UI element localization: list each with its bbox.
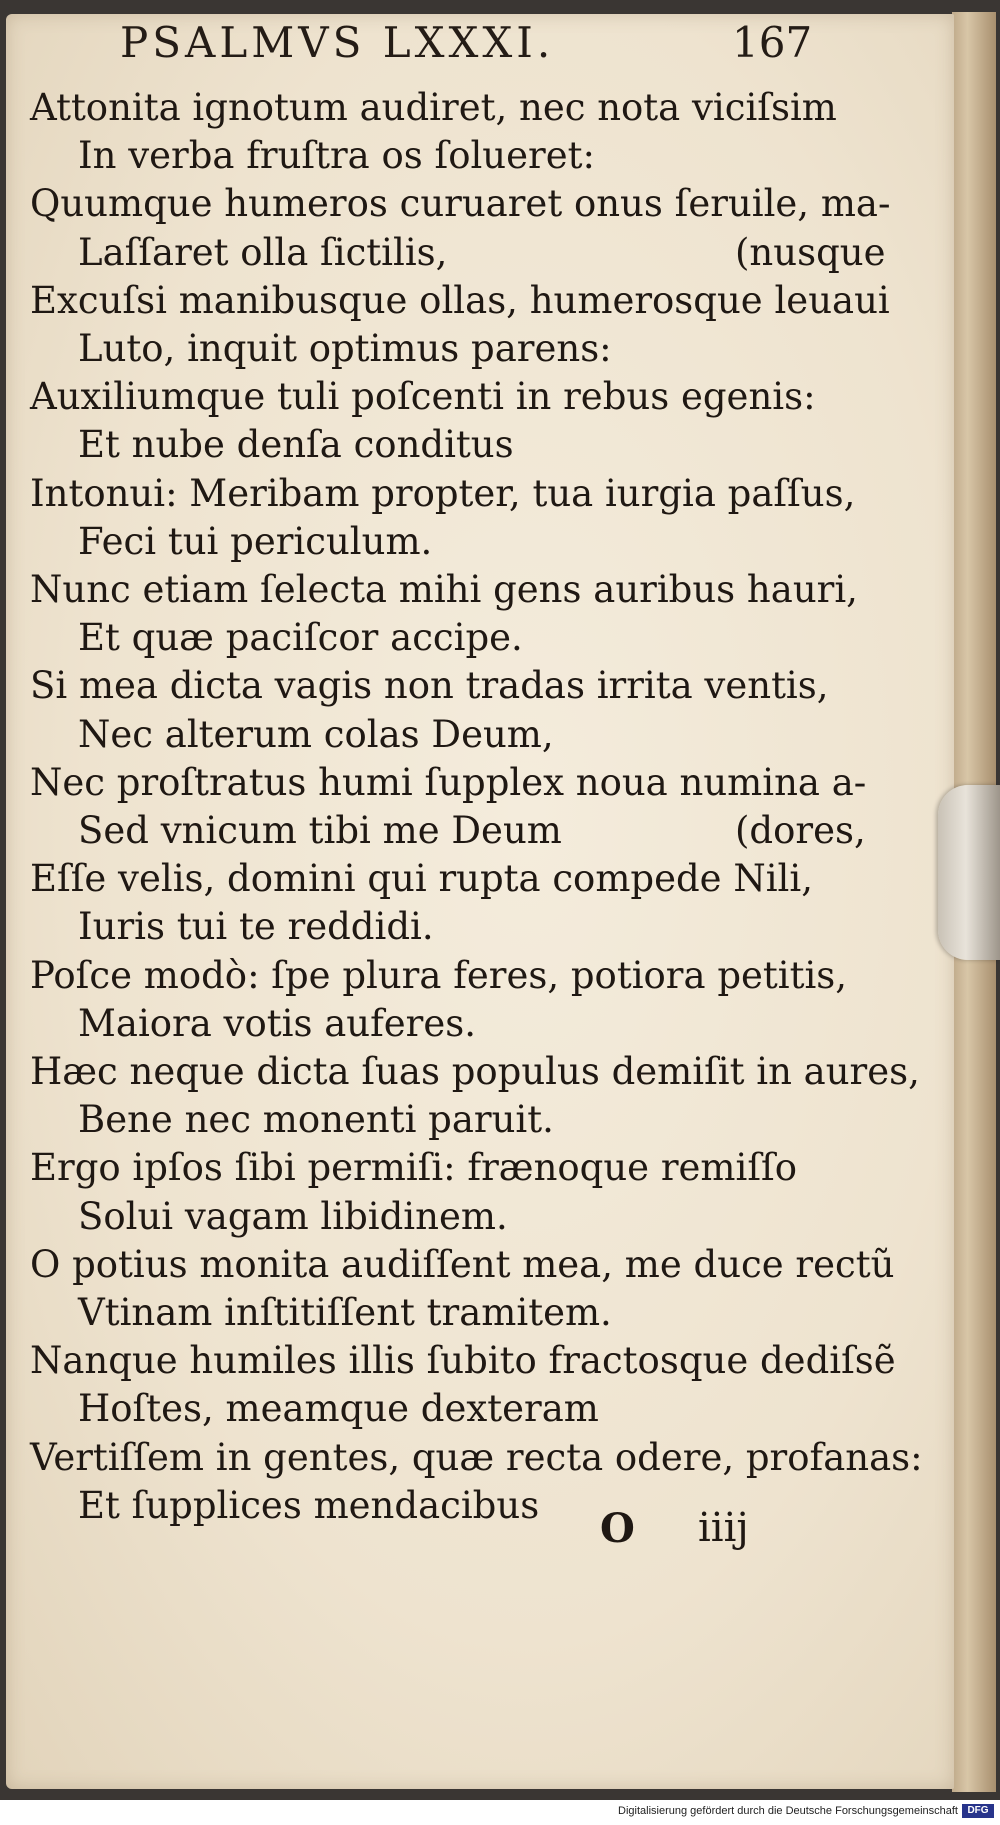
verse-line: Attonita ignotum audiret, nec nota viciſsim (30, 86, 837, 129)
verse-line: Bene nec monenti paruit. (78, 1098, 554, 1142)
verse-line: Et nube denſa conditus (78, 423, 514, 467)
verse-line: Et ſupplices mendacibus (78, 1483, 540, 1527)
verse-line: Feci tui periculum. (78, 519, 433, 563)
verse-line: Nunc etiam ſelecta mihi gens auribus hauri, (30, 568, 858, 611)
verse-line: Sed vnicum tibi me Deum (78, 809, 562, 852)
funding-credit: Digitalisierung gefördert durch die Deutsche Forschungsgemeinschaft (618, 1805, 958, 1817)
verse-line: O potius monita audiſſent mea, me duce rectũ (30, 1242, 895, 1286)
verse-line: Ergo ipſos ſibi permiſi: frænoque remiſſo (30, 1146, 798, 1190)
verse-line: Auxiliumque tuli poſcenti in rebus egenis: (30, 375, 816, 419)
verse-line: Iuris tui te reddidi. (78, 905, 434, 949)
verse-line: Excuſsi manibusque ollas, humerosque leuaui (30, 278, 890, 322)
verse-line: Laſſaret olla ſictilis, (78, 230, 448, 274)
verse-line: Nec alterum colas Deum, (78, 712, 554, 756)
verse-line-turnover: (nusque (735, 230, 886, 274)
page-number: 167 (732, 18, 813, 67)
verse-line: Si mea dicta vagis non tradas irrita ventis, (30, 664, 829, 708)
verse-line: Poſce modò: ſpe plura feres, potiora petitis, (30, 953, 848, 997)
verse-line: Luto, inquit optimus parens: (78, 327, 612, 370)
book-clasp (938, 785, 1000, 960)
verse-line: Nanque humiles illis ſubito fractosque dediſsẽ (30, 1339, 896, 1383)
verse-line: Et quæ paciſcor accipe. (78, 616, 523, 660)
signature-letter: O (600, 1505, 635, 1552)
psalm-title: PSALMVS LXXXI. (120, 18, 555, 67)
verse-line: Quumque humeros curuaret onus ſeruile, ma- (30, 182, 891, 226)
verse-line: Vertiſſem in gentes, quæ recta odere, profanas: (30, 1435, 923, 1479)
verse-line: In verba fruſtra os ſolueret: (78, 134, 595, 178)
verse-line: Hoſtes, meamque dexteram (78, 1387, 599, 1431)
dfg-logo: DFG (962, 1804, 994, 1818)
verse-line: Hæc neque dicta ſuas populus demiſit in aures, (30, 1050, 920, 1093)
digitization-footer (0, 1800, 1000, 1825)
verse-line: Maiora votis auferes. (78, 1001, 477, 1045)
verse-line: Intonui: Meribam propter, tua iurgia paſſus, (30, 471, 856, 515)
signature-number: iiij (698, 1505, 749, 1551)
verse-line: Nec proſtratus humi ſupplex noua numina a- (30, 760, 867, 804)
running-header (120, 18, 820, 74)
verse-line: Eſſe velis, domini qui rupta compede Nili, (30, 857, 813, 901)
verse-line-turnover: (dores, (735, 809, 866, 852)
verse-line: Solui vagam libidinem. (78, 1194, 508, 1238)
verse-line: Vtinam inſtitiſſent tramitem. (78, 1291, 612, 1334)
